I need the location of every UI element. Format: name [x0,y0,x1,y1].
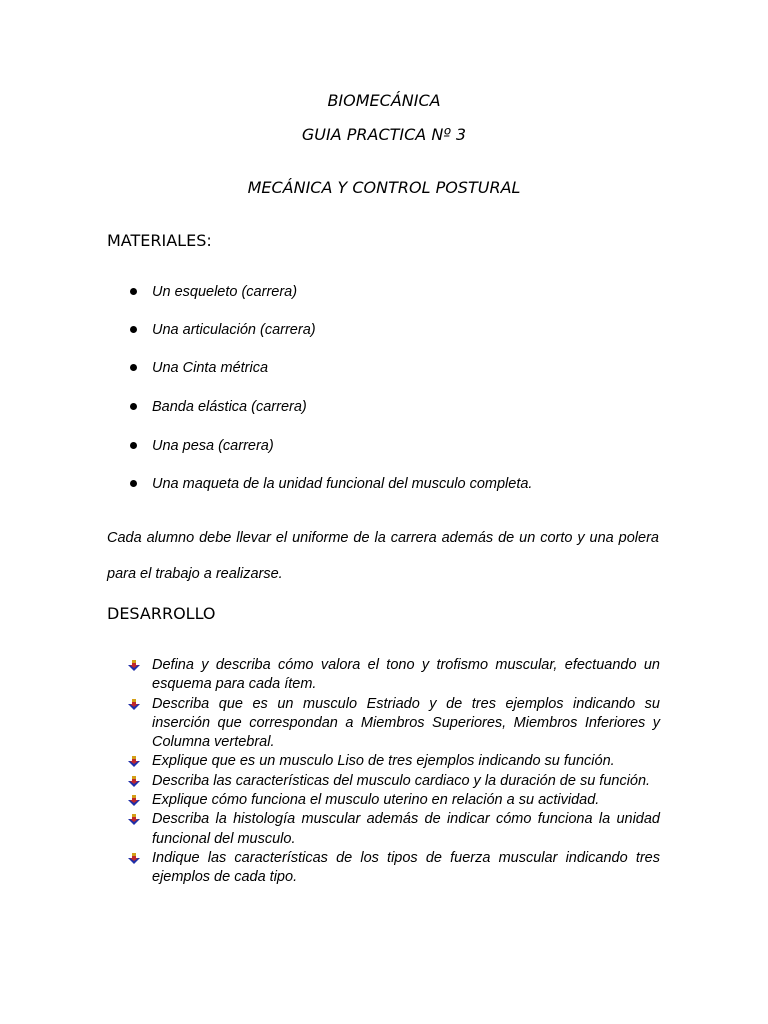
bullet-dot-icon [130,288,137,295]
list-item [128,772,660,791]
material-text: Banda elástica (carrera) [152,399,307,415]
development-text: Indique las características de los tipos de fuerza muscular indicando tres ejemplos de cada tipo. [152,849,660,886]
list-item [128,810,660,849]
bullet-dot-icon [130,442,137,449]
list-item [128,752,660,771]
arrow-down-icon [128,756,140,768]
development-text: Describa las características del musculo cardiaco y la duración de su función. [152,772,651,789]
document-title: BIOMECÁNICA [327,91,441,110]
development-text: Explique cómo funciona el musculo uterino en relación a su actividad. [152,792,600,809]
material-text: Una maqueta de la unidad funcional del musculo completa. [152,476,533,492]
arrow-down-icon [128,776,140,788]
development-list [128,656,660,888]
arrow-down-icon [128,814,140,826]
list-item [128,695,660,753]
list-item [0,397,768,417]
list-item [0,358,768,378]
arrow-down-icon [128,795,140,807]
bullet-dot-icon [130,364,137,371]
list-item [0,320,768,340]
development-text: Describa que es un musculo Estriado y de tres ejemplos indicando su inserción que correspondan a Miembros Superiores, Miembros Inferiores y Columna vertebral. [152,695,660,751]
development-heading: DESARROLLO [107,604,216,623]
list-item [0,436,768,456]
arrow-down-icon [128,853,140,865]
bullet-dot-icon [130,480,137,487]
list-item [128,849,660,888]
arrow-down-icon [128,699,140,711]
arrow-down-icon [128,660,140,672]
material-text: Una Cinta métrica [152,360,269,376]
material-text: Una pesa (carrera) [152,438,274,454]
list-item [0,474,768,494]
bullet-dot-icon [130,326,137,333]
topic-title: MECÁNICA Y CONTROL POSTURAL [247,178,521,197]
list-item [128,791,660,810]
bullet-dot-icon [130,403,137,410]
list-item [128,656,660,695]
materials-heading: MATERIALES: [107,231,212,250]
guide-subtitle: GUIA PRACTICA Nº 3 [301,125,467,144]
material-text: Un esqueleto (carrera) [152,284,298,300]
development-text: Explique que es un musculo Liso de tres ejemplos indicando su función. [152,753,615,770]
material-text: Una articulación (carrera) [152,322,316,338]
development-text: Defina y describa cómo valora el tono y trofismo muscular, efectuando un esquema para cada ítem. [152,657,660,693]
list-item [0,282,768,302]
uniform-note: Cada alumno debe llevar el uniforme de la carrera además de un corto y una polera para el trabajo a realizarse. [107,530,659,582]
development-text: Describa la histología muscular además de indicar cómo funciona la unidad funcional del musculo. [152,811,660,847]
